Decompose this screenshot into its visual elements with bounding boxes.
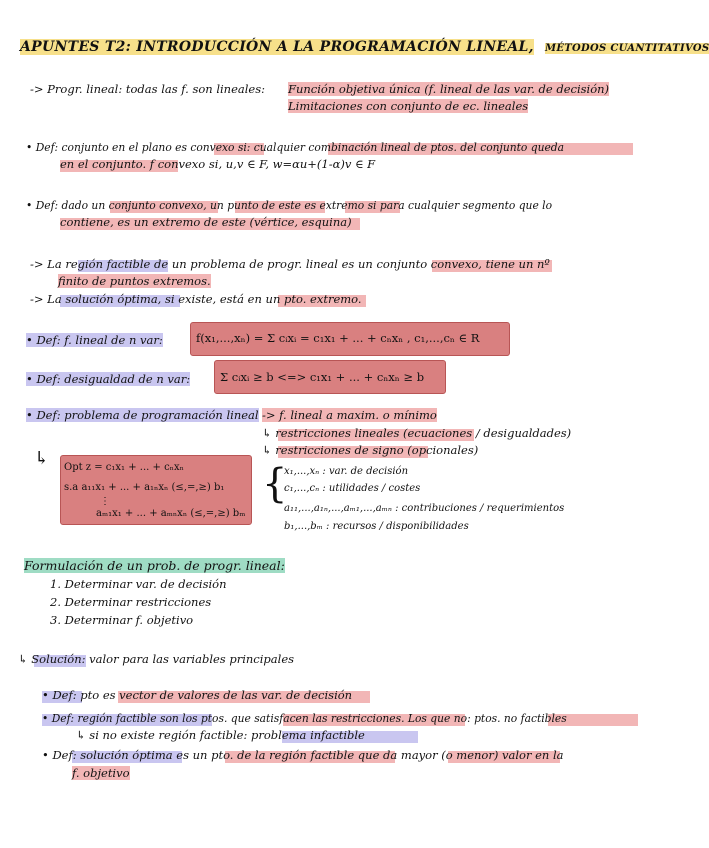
funcion-objetivo-text: Función objetiva única (f. lineal de las var. de decisión) xyxy=(288,82,610,96)
f-lineal-formula: f(x₁,...,xₙ) = Σ cᵢxᵢ = c₁x₁ + ... + cₙxₙ , c₁,...,cₙ ∈ R xyxy=(196,331,480,345)
f-objetivo-text: f. objetivo xyxy=(72,766,130,780)
solucion-optima-line xyxy=(30,292,362,307)
infactible-text: ↳ si no existe región factible: problema infactible xyxy=(76,728,365,742)
def-convexo-line1 xyxy=(26,140,564,155)
def-pto-text: • Def: pto es vector de valores de las var. de decisión xyxy=(42,688,353,702)
def-region-text: • Def: región factible son los ptos. que satisfacen las restricciones. Los que no: ptos. no factibles xyxy=(42,712,567,725)
limitaciones-line xyxy=(288,99,528,114)
formulacion-heading-line xyxy=(24,558,285,573)
restricciones-signo-line xyxy=(262,443,478,458)
desigualdad-formula: Σ cᵢxᵢ ≥ b <=> c₁x₁ + ... + cₙxₙ ≥ b xyxy=(220,370,425,384)
legend-x: x₁,...,xₙ : var. de decisión xyxy=(284,466,409,477)
sa-line: s.a a₁₁x₁ + ... + a₁ₙxₙ (≤,=,≥) b₁ xyxy=(64,482,225,493)
def-f-lineal-label: • Def: f. lineal de n var: xyxy=(26,333,163,347)
infactible-line xyxy=(76,728,365,743)
sm-line: aₘ₁x₁ + ... + aₘₙxₙ (≤,=,≥) bₘ xyxy=(96,508,246,519)
def-extremo-line2 xyxy=(60,215,352,230)
def-extremo-text2: contiene, es un extremo de este (vértice, esquina) xyxy=(60,215,352,229)
def-extremo-text1: • Def: dado un conjunto convexo, un punto de este es extremo si para cualquier segmento que lo xyxy=(26,199,553,212)
def-extremo-line1 xyxy=(26,198,552,213)
opt-line: Opt z = c₁x₁ + ... + cₙxₙ xyxy=(64,462,184,473)
title-main: APUNTES T2: INTRODUCCIÓN A LA PROGRAMACIÓN LINEAL, xyxy=(20,39,534,55)
def-pto-line xyxy=(42,688,352,703)
vdots: ⋮ xyxy=(100,496,110,507)
legend-b: b₁,...,bₘ : recursos / disponibilidades xyxy=(284,521,469,532)
formulacion-heading: Formulación de un prob. de progr. lineal: xyxy=(24,558,285,573)
step-1: 1. Determinar var. de decisión xyxy=(50,577,227,591)
def-convexo-text2: en el conjunto. f convexo si, u,v ∈ F, w=αu+(1-α)v ∈ F xyxy=(60,157,376,171)
f-objetivo-line xyxy=(72,766,130,781)
step-3: 3. Determinar f. objetivo xyxy=(50,613,194,627)
solucion-text: ↳ Solución: valor para las variables principales xyxy=(18,652,295,666)
region-factible-line2 xyxy=(58,274,211,289)
def-solucion-line xyxy=(42,748,564,763)
def-region-line xyxy=(42,711,567,726)
def-problema-label: • Def: problema de programación lineal xyxy=(26,408,259,422)
f-lineal-max-line xyxy=(262,408,437,423)
legend-a: a₁₁,...,a₁ₙ,...,aₘ₁,...,aₘₙ : contribuciones / requerimientos xyxy=(284,503,565,514)
def-f-lineal-line xyxy=(26,333,163,348)
def-problema-line xyxy=(26,408,259,423)
def-solucion-text: • Def: solución óptima es un pto. de la región factible que da mayor (o menor) valor en la xyxy=(42,748,564,762)
step-2: 2. Determinar restricciones xyxy=(50,595,212,609)
region-factible-text1: -> La región factible de un problema de progr. lineal es un conjunto convexo, tiene un nº xyxy=(30,257,550,271)
solucion-optima-text: -> La solución óptima, si existe, está en un pto. extremo. xyxy=(30,292,362,306)
legend-c: c₁,...,cₙ : utilidades / costes xyxy=(284,483,421,494)
restricciones-lineales-line xyxy=(262,426,571,441)
def-convexo-text1: • Def: conjunto en el plano es convexo si: cualquier combinación lineal de ptos. del conjunto queda xyxy=(26,141,565,154)
page-title xyxy=(20,40,709,56)
restricciones-lineales-text: ↳ restricciones lineales (ecuaciones / desigualdades) xyxy=(262,426,572,440)
brace-icon: { xyxy=(262,461,288,507)
def-convexo-line2 xyxy=(60,157,375,172)
restricciones-signo-text: ↳ restricciones de signo (opcionales) xyxy=(262,443,479,457)
f-lineal-max-text: -> f. lineal a maxim. o mínimo xyxy=(262,408,437,422)
region-factible-text2: finito de puntos extremos. xyxy=(58,274,211,288)
region-factible-line1 xyxy=(30,257,550,272)
solucion-line xyxy=(18,652,294,667)
hook-arrow-icon: ↳ xyxy=(34,448,50,469)
progr-lineal-intro: -> Progr. lineal: todas las f. son lineales: xyxy=(30,82,266,96)
limitaciones-text: Limitaciones con conjunto de ec. lineales xyxy=(288,99,529,113)
title-sub: MÉTODOS CUANTITATIVOS xyxy=(545,43,709,54)
def-desigualdad-label: • Def: desigualdad de n var: xyxy=(26,372,191,386)
funcion-objetivo-line xyxy=(288,82,609,97)
def-desigualdad-line xyxy=(26,372,190,387)
